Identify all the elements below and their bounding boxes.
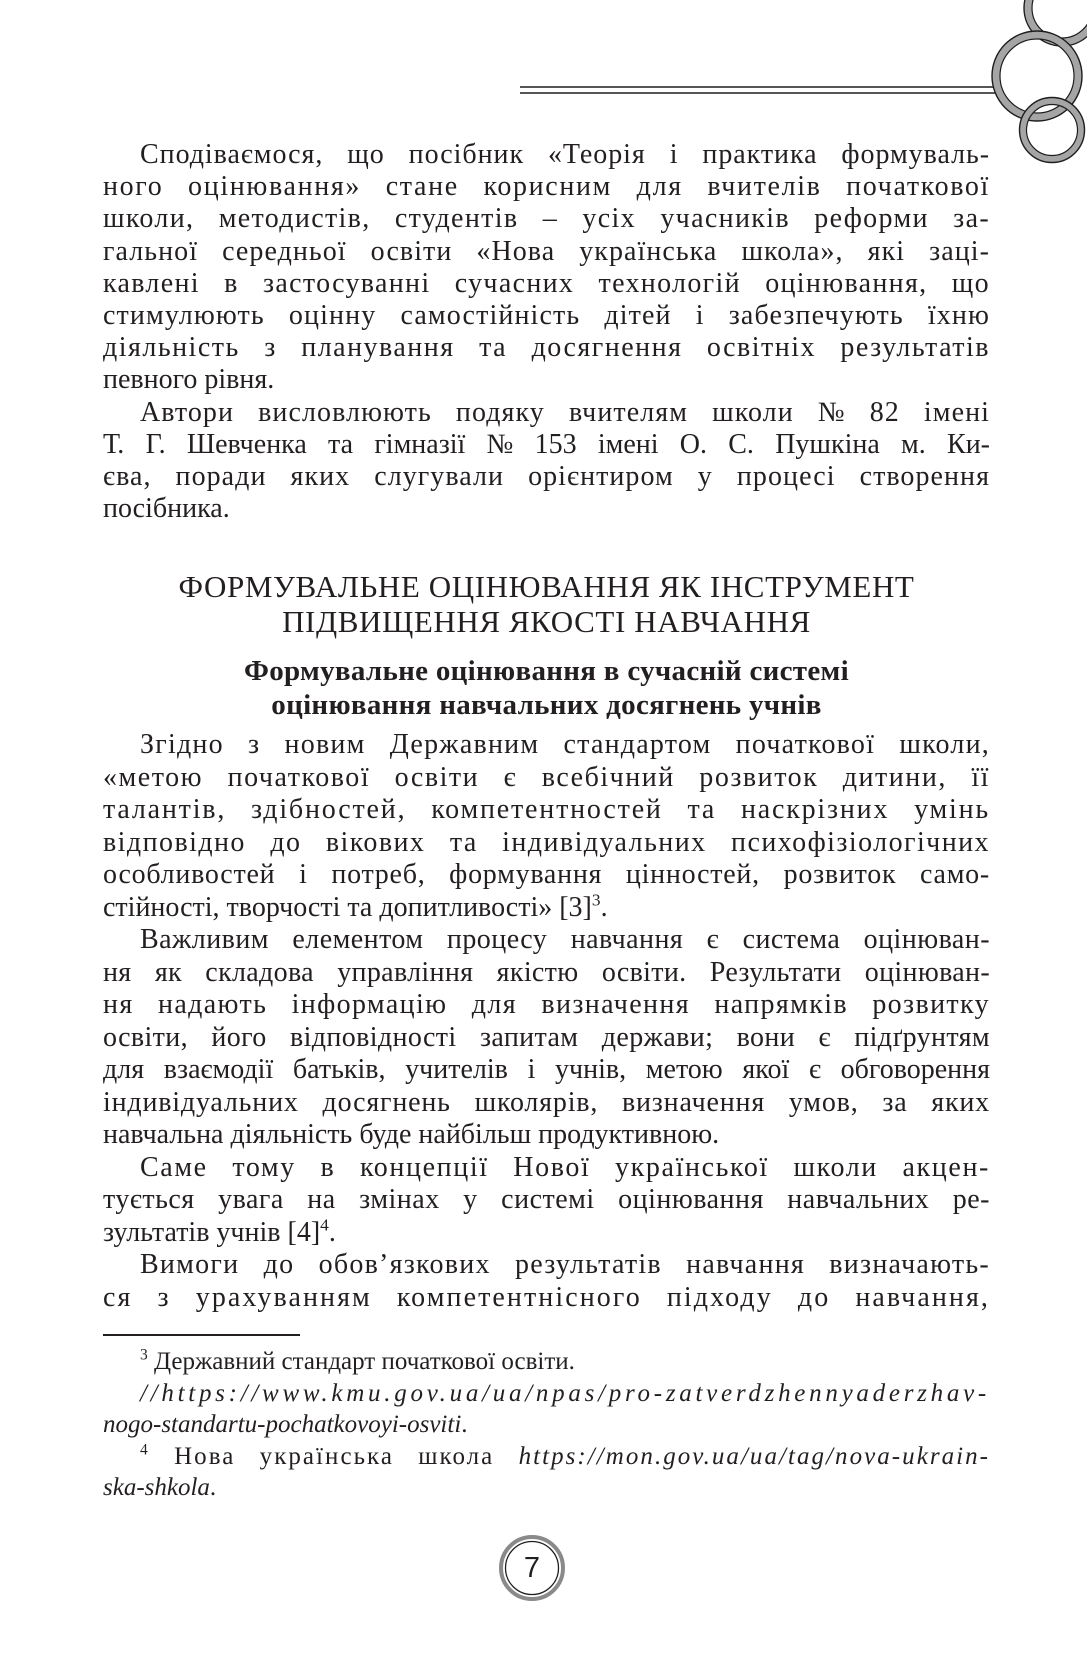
text-line: ня надають інформацію для визначення напрямків розвитку	[103, 989, 990, 1020]
footnote-tail: .	[209, 1474, 217, 1501]
text-line: навчальна діяльність буде найбільш продуктивною.	[103, 1119, 720, 1150]
footnote-marker: 4	[140, 1441, 150, 1459]
page-number: 7	[523, 1552, 541, 1584]
text-line: «метою початкової освіти є всебічний розвиток дитини, її	[103, 761, 990, 793]
heading-line: ПІДВИЩЕННЯ ЯКОСТІ НАВЧАННЯ	[282, 604, 811, 639]
text-line: Згідно з новим Державним стандартом початкової школи,	[140, 729, 990, 760]
text-line: єва, поради яких слугували орієнтиром у процесі створення	[103, 460, 990, 492]
text-line: талантів, здібностей, компетентностей та наскрізних умінь	[103, 794, 990, 825]
text-line: Саме тому в концепції Нової української школи акцен-	[140, 1151, 990, 1183]
footnote-url: //https://www.kmu.gov.ua/ua/npas/pro-zatverdzhennyaderzhav-	[140, 1379, 990, 1407]
text-line: ного оцінювання» стане корисним для вчителів початкової	[103, 171, 990, 203]
footnote-4-url-line	[103, 1472, 990, 1504]
footnote-3	[103, 1346, 990, 1378]
text-line: індивідуальних досягнень школярів, визначення умов, за яких	[103, 1086, 990, 1118]
text-line: Важливим елементом процесу навчання є система оцінюван-	[140, 924, 990, 955]
text-line: ся з урахуванням компетентнісного підходу до навчання,	[103, 1281, 990, 1313]
text-line: посібника.	[103, 493, 230, 525]
footnote-url: https://mon.gov.ua/ua/tag/nova-ukrain-	[518, 1442, 991, 1470]
double-rule-ornament	[520, 87, 996, 93]
footnote-ref: 3	[591, 890, 601, 910]
footnote-text: Державний стандарт початкової освіти.	[154, 1348, 575, 1375]
paragraph-hope	[103, 139, 990, 397]
footnote-3-url-line	[103, 1378, 990, 1410]
text-line: для взаємодії батьків, учителів і учнів, метою якої є обговорення	[103, 1054, 990, 1085]
footnote-url: ska-shkola	[103, 1474, 210, 1501]
text-line: гальної середньої освіти «Нова українська школа», які заці-	[103, 235, 990, 267]
body-text	[103, 729, 990, 1314]
intro-text	[103, 139, 990, 525]
text-line: Автори висловлюють подяку вчителям школи № 82 імені	[140, 396, 990, 428]
section-heading	[103, 569, 990, 639]
text-line: особливостей і потреб, формування цінностей, розвиток само-	[103, 859, 990, 890]
text-line	[103, 892, 990, 925]
ring-small	[1020, 98, 1085, 163]
line-text: стійності, творчості та допитливості» [3]	[103, 891, 592, 923]
text-line: певного рівня.	[103, 364, 275, 396]
line-text: зультатів учнів [4]	[103, 1216, 321, 1248]
text-line: стимулюють оцінну самостійність дітей і забезпечують їхню	[103, 299, 990, 331]
text-line: відповідно до вікових та індивідуальних психофізіологічних	[103, 826, 990, 858]
line-tail: .	[328, 1216, 336, 1248]
paragraph-requirements	[103, 1249, 990, 1314]
text-line: кавлені в застосуванні сучасних технологій оцінювання, що	[103, 267, 990, 299]
footnote-ref: 4	[320, 1215, 329, 1235]
subsection-heading	[103, 654, 990, 722]
subheading-line: Формувальне оцінювання в сучасній системі	[244, 655, 849, 687]
text-line	[103, 1217, 990, 1250]
text-line: ня як складова управління якістю освіти. Результати оцінюван-	[103, 956, 990, 988]
text-line: школи, методистів, студентів – усіх учасників реформи за-	[103, 203, 990, 235]
footnote-3-url-line	[103, 1409, 990, 1441]
footnote-separator	[103, 1334, 300, 1336]
line-tail: .	[600, 891, 608, 923]
heading-line: ФОРМУВАЛЬНЕ ОЦІНЮВАННЯ ЯК ІНСТРУМЕНТ	[178, 569, 915, 604]
text-line: Вимоги до обов’язкових результатів навчання визначають-	[140, 1249, 990, 1280]
paragraph-thanks	[103, 397, 990, 526]
footnote-tail: .	[461, 1411, 468, 1438]
text-line: діяльність з планування та досягнення освітніх результатів	[103, 332, 990, 364]
text-line: тується увага на змінах у системі оцінювання навчальних ре-	[103, 1184, 990, 1215]
footnote-4	[103, 1441, 990, 1473]
paragraph-concept	[103, 1152, 990, 1250]
text-line: Сподіваємося, що посібник «Теорія і практика формуваль-	[140, 139, 990, 170]
text-line: освіти, його відповідності запитам держави; вони є підґрунтям	[103, 1021, 990, 1053]
footnote-text: Нова українська школа	[174, 1442, 495, 1470]
footnote-url: nogo-standartu-pochatkovoyi-osviti	[103, 1411, 462, 1438]
footnote-marker: 3	[140, 1346, 148, 1364]
footnotes	[103, 1346, 990, 1504]
text-line: Т. Г. Шевченка та гімназії № 153 імені О. С. Пушкіна м. Ки-	[103, 428, 990, 460]
paragraph-assessment	[103, 924, 990, 1152]
paragraph-standard	[103, 729, 990, 924]
subheading-line: оцінювання навчальних досягнень учнів	[271, 689, 822, 721]
